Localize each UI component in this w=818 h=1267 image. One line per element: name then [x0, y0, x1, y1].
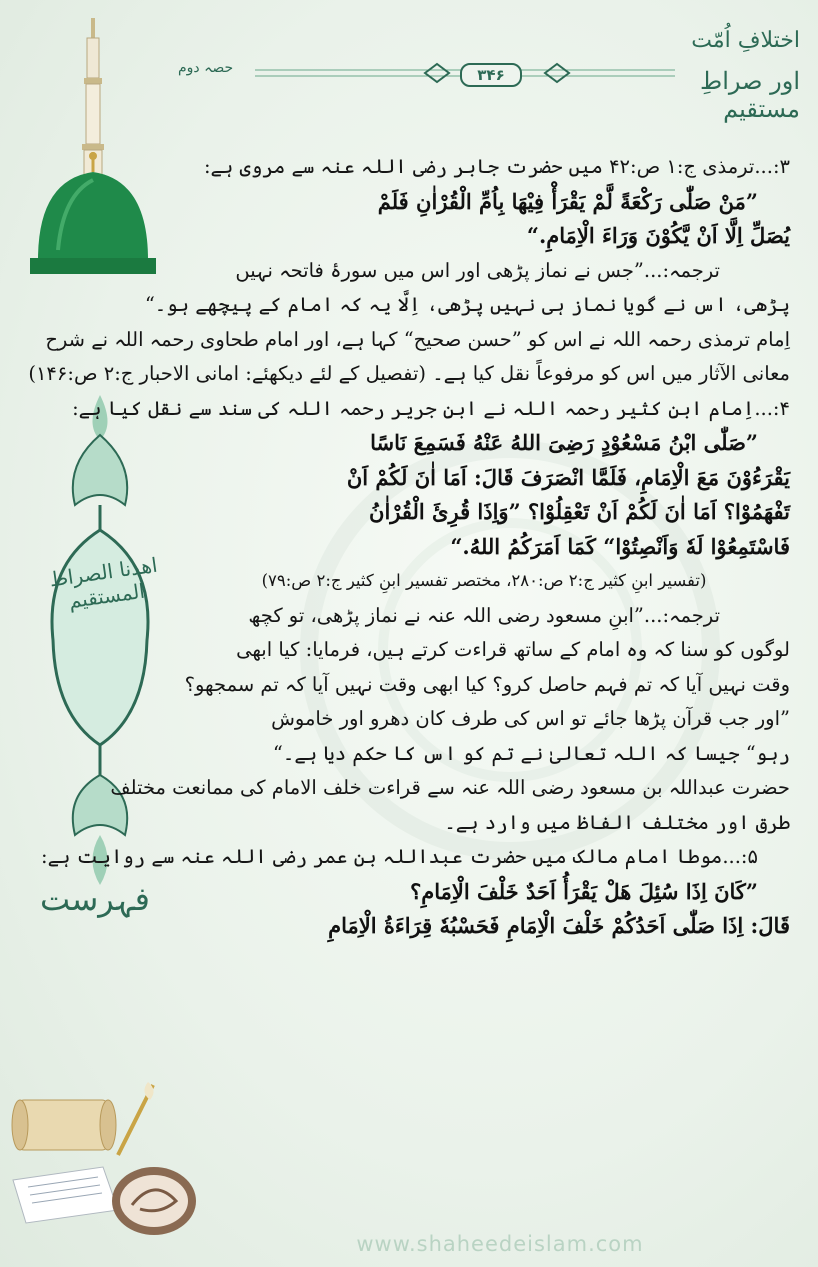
arabic-quote-line: ”کَانَ اِذَا سُئِلَ ھَلْ یَقْرَأُ اَحَدٌ خَلْفَ الْاِمَامِ؟ — [410, 878, 758, 904]
arabic-quote-line: قَالَ: اِذَا صَلّٰی اَحَدُکُمْ خَلْفَ الْاِمَامِ فَحَسْبُهٗ قِرَاءَةُ الْاِمَامِ — [328, 913, 790, 938]
translation-line: وقت نہیں آیا کہ تم فہم حاصل کرو؟ کیا ابھی وقت نہیں آیا کہ تم سمجھو؟ — [184, 672, 790, 696]
author-seal-logo — [110, 1165, 198, 1237]
text-line: طرق اور مختلف الفاظ میں وارد ہے۔ — [444, 810, 790, 834]
translation-line: ”اور جب قرآن پڑھا جائے تو اس کی طرف کان دھرو اور خاموش — [271, 707, 790, 730]
scrolls-icon — [8, 1080, 158, 1160]
book-title-line2: اور صراطِ مستقیم — [700, 67, 800, 123]
arabic-quote-line: فَاسْتَمِعُوْا لَهٗ وَاَنْصِتُوْا“ کَمَا اَمَرَکُمُ اللهُ.“ — [450, 533, 790, 559]
text-line: حضرت عبداللہ بن مسعود رضی اللہ عنہ سے قراءت خلف الامام کی ممانعت مختلف — [110, 776, 790, 799]
arabic-quote-line: یُصَلِّ اِلَّا اَنْ یَّکُوْنَ وَرَاءَ الْاِمَامِ.“ — [526, 223, 790, 248]
paper-icon — [8, 1165, 123, 1225]
part-label: حصہ دوم — [178, 60, 234, 76]
arabic-quote-line: ”صَلّٰی ابْنُ مَسْعُوْدٍ رَضِیَ اللهُ عَنْهُ فَسَمِعَ نَاسًا — [370, 430, 758, 455]
book-title — [660, 28, 800, 123]
translation-line: ترجمہ:...”جس نے نماز پڑھی اور اس میں سورۂ فاتحہ نہیں — [235, 258, 720, 282]
text-line: ۳:...ترمذی ج:۱ ص:۴۲ میں حضرت جابر رضی اللہ عنہ سے مروی ہے: — [203, 155, 790, 178]
text-line: اِمام ترمذی رحمہ اللہ نے اس کو ”حسن صحیح“ کہا ہے، اور امام طحاوی رحمہ اللہ نے شرح — [45, 327, 790, 351]
translation-line: ترجمہ:...”ابنِ مسعود رضی اللہ عنہ نے نماز پڑھی، تو کچھ — [248, 603, 720, 627]
arabic-quote-line: تَفْھَمُوْا؟ اَمَا اٰنَ لَکُمْ اَنْ تَعْقِلُوْا؟ ”وَاِذَا قُرِئَ الْقُرْاٰنُ — [369, 499, 790, 524]
green-dome-icon — [28, 150, 158, 275]
arabic-quote-line: ”مَنْ صَلّٰی رَکْعَةً لَّمْ یَقْرَأْ فِیْھَا بِاُمِّ الْقُرْاٰنِ فَلَمْ — [377, 188, 758, 214]
sidebar — [0, 0, 165, 1267]
ornament-title: اھدنا الصراط المستقیم — [47, 552, 159, 614]
citation-line: (تفسیر ابنِ کثیر ج:۲ ص:۲۸۰، مختصر تفسیر ابنِ کثیر ج:۲ ص:۷۹) — [261, 571, 707, 590]
page-number: ۳۴۶ — [460, 63, 522, 87]
translation-line: پڑھی، اس نے گویا نماز ہی نہیں پڑھی، اِلَّا یہ کہ امام کے پیچھے ہو۔“ — [144, 293, 790, 316]
sidebar-ornament — [45, 395, 155, 885]
translation-line: لوگوں کو سنا کہ وہ امام کے ساتھ قراءت کرتے ہیں، فرمایا: کیا ابھی — [236, 638, 790, 661]
table-of-contents-link[interactable]: فہرست — [40, 880, 150, 918]
translation-line: رہو“ جیسا کہ اللہ تعالیٰ نے تم کو اس کا حکم دیا ہے۔“ — [272, 741, 790, 765]
text-line: ۵:...موطا امام مالک میں حضرت عبداللہ بن عمر رضی اللہ عنہ سے روایت ہے: — [41, 845, 758, 868]
text-line: ۴:...اِمام ابنِ کثیر رحمہ اللہ نے ابنِ جریر رحمہ اللہ کی سند سے نقل کیا ہے: — [72, 396, 790, 420]
website-link[interactable]: www.shaheedeislam.com — [356, 1232, 644, 1256]
arabic-quote-line: یَقْرَءُوْنَ مَعَ الْاِمَامِ، فَلَمَّا انْصَرَفَ قَالَ: اَمَا اٰنَ لَکُمْ اَنْ — [346, 464, 790, 490]
book-title-line1: اختلافِ اُمّت — [691, 28, 800, 53]
text-line: معانی الآثار میں اس کو مرفوعاً نقل کیا ہے۔ (تفصیل کے لئے دیکھئے: امانی الاحبار ج:۲ ص:۱۴۶) — [28, 362, 790, 385]
